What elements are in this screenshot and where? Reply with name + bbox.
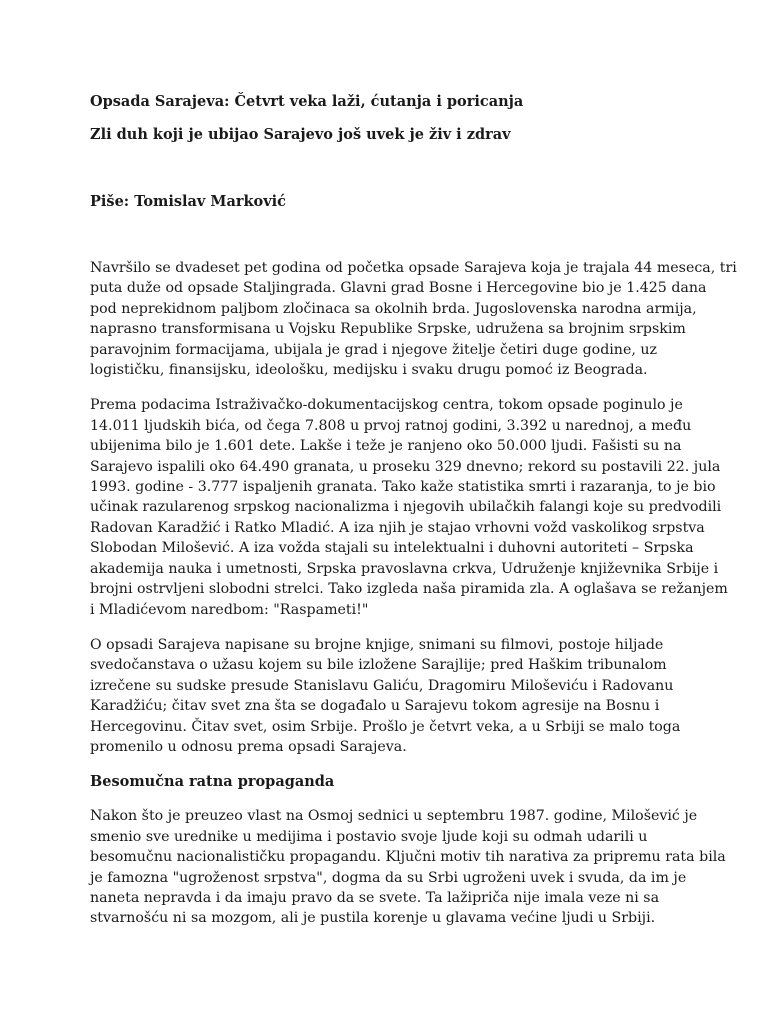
- text-line: 14.011 ljudskih bića, od čega 7.808 u prvoj ratnoj godini, 3.392 u narednoj, a među: [90, 417, 692, 434]
- article-title: Opsada Sarajeva: Četvrt veka laži, ćutanja i poricanja: [90, 93, 524, 110]
- text-line: promenilo u odnosu prema opsadi Sarajeva.: [90, 738, 407, 755]
- text-line: Prema podacima Istraživačko-dokumentacijskog centra, tokom opsade poginulo je: [90, 397, 683, 414]
- text-line: naprasno transformisana u Vojsku Republike Srpske, udružena sa brojnim srpskim: [90, 321, 686, 338]
- text-line: smenio sve urednike u medijima i postavio svoje ljude koji su odmah udarili u: [90, 828, 648, 845]
- text-line: Sarajevo ispalili oko 64.490 granata, u proseku 329 dnevno; rekord su postavili 22. jula: [90, 458, 721, 475]
- text-line: Hercegovinu. Čitav svet, osim Srbije. Prošlo je četvrt veka, a u Srbiji se malo toga: [90, 718, 681, 735]
- section-heading: Besomučna ratna propaganda: [90, 773, 335, 791]
- paragraph-1: [90, 258, 737, 380]
- text-line: stvarnošću ni sa mozgom, ali je pustila korenje u glavama većine ljudi u Srbiji.: [90, 910, 656, 927]
- text-line: O opsadi Sarajeva napisane su brojne knjige, snimani su filmovi, postoje hiljade: [90, 636, 664, 653]
- text-line: naneta nepravda i da imaju pravo da se svete. Ta lažipriča nije imala veze ni sa: [90, 889, 660, 906]
- text-line: Navršilo se dvadeset pet godina od početka opsade Sarajeva koja je trajala 44 meseca, tri: [90, 260, 737, 276]
- text-line: je famozna "ugroženost srpstva", dogma da su Srbi ugroženi uvek i svuda, da im je: [90, 869, 687, 886]
- text-line: učinak razularenog srpskog nacionalizma i njegovih ubilačkih falangi koje su predvodili: [90, 499, 722, 516]
- text-line: brojni ostrvljeni slobodni strelci. Tako izgleda naša piramida zla. A oglašava se režanjem: [90, 581, 728, 598]
- text-line: izrečene su sudske presude Stanislavu Galiću, Dragomiru Miloševiću i Radovanu: [90, 677, 674, 694]
- text-line: akademija nauka i umetnosti, Srpska pravoslavna crkva, Udruženje književnika Srbije i: [90, 560, 719, 577]
- article-subtitle: Zli duh koji je ubijao Sarajevo još uvek je živ i zdrav: [90, 126, 511, 143]
- text-line: 1993. godine - 3.777 ispaljenih granata. Tako kaže statistika smrti i razaranja, to je bio: [90, 479, 716, 496]
- text-line: puta duže od opsade Staljingrada. Glavni grad Bosne i Hercegovine bio je 1.425 dana: [90, 280, 707, 297]
- text-line: besomučnu nacionalističku propagandu. Ključni motiv tih narativa za pripremu rata bila: [90, 849, 726, 866]
- text-line: Radovan Karadžić i Ratko Mladić. A iza njih je stajao vrhovni vožd vaskolikog srpstva: [90, 519, 705, 536]
- article-body: [90, 258, 737, 944]
- paragraph-4: [90, 806, 726, 928]
- text-line: Karadžiću; čitav svet zna šta se događalo u Sarajevu tokom agresije na Bosnu i: [90, 698, 660, 715]
- text-line: Slobodan Milošević. A iza vožda stajali su intelektualni i duhovni autoriteti – Srpska: [90, 540, 694, 557]
- author-byline: Piše: Tomislav Marković: [90, 193, 286, 210]
- text-line: svedočanstava o užasu kojem su bile izložene Sarajlije; pred Haškim tribunalom: [90, 657, 667, 674]
- text-line: pod neprekidnom paljbom zločinaca sa okolnih brda. Jugoslovenska narodna armija,: [90, 300, 697, 317]
- text-line: paravojnim formacijama, ubijala je grad i njegove žitelje četiri duge godine, uz: [90, 341, 657, 358]
- text-line: ubijenima bilo je 1.601 dete. Lakše i teže je ranjeno oko 50.000 ljudi. Fašisti su na: [90, 438, 682, 455]
- text-line: Nakon što je preuzeo vlast na Osmoj sednici u septembru 1987. godine, Milošević je: [90, 808, 698, 825]
- paragraph-2: [90, 395, 728, 619]
- text-line: i Mladićevom naredbom: "Raspameti!": [90, 601, 369, 618]
- paragraph-3: [90, 635, 690, 757]
- text-line: logističku, finansijsku, ideološku, medijsku i svaku drugu pomoć iz Beograda.: [90, 362, 648, 379]
